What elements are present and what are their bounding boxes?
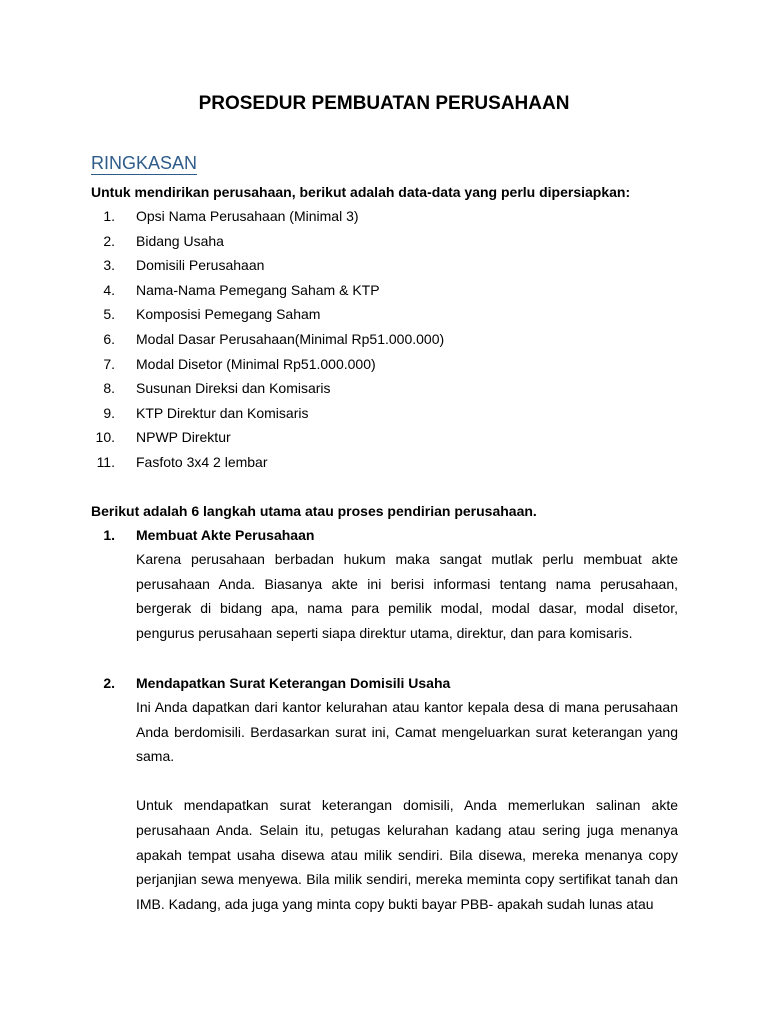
- list-item-text: Modal Dasar Perusahaan(Minimal Rp51.000.000): [136, 330, 445, 347]
- list-item-number: 9.: [103, 404, 115, 421]
- requirements-intro: Untuk mendirikan perusahaan, berikut adalah data-data yang perlu dipersiapkan:: [91, 184, 631, 200]
- list-item-number: 5.: [103, 306, 115, 323]
- step-title: Membuat Akte Perusahaan: [136, 527, 315, 543]
- list-item-text: Susunan Direksi dan Komisaris: [136, 380, 331, 397]
- step-paragraph: Untuk mendapatkan surat keterangan domisili, Anda memerlukan salinan akte perusahaan Anda. Selain itu, petugas kelurahan kadang atau sering juga menanya apakah tempat usaha disewa atau milik sendiri. Bila disewa, mereka menanya copy perjanjian sewa menyewa. Bila milik sendiri, mereka meminta copy sertifikat tanah dan IMB. Kadang, ada juga yang minta copy bukti bayar PBB- apakah sudah lunas atau: [136, 797, 678, 912]
- list-item-text: Bidang Usaha: [136, 232, 224, 249]
- list-item-number: 11.: [96, 453, 115, 470]
- step-section: [91, 523, 678, 645]
- list-item-text: KTP Direktur dan Komisaris: [136, 404, 309, 421]
- summary-heading-underline: [91, 174, 197, 175]
- list-item-number: 6.: [103, 330, 115, 347]
- list-item-text: Modal Disetor (Minimal Rp51.000.000): [136, 355, 376, 372]
- step-title: Mendapatkan Surat Keterangan Domisili Usaha: [136, 675, 451, 691]
- list-item-text: Fasfoto 3x4 2 lembar: [136, 453, 268, 470]
- list-item-text: Komposisi Pemegang Saham: [136, 306, 321, 323]
- step-paragraph: Karena perusahaan berbadan hukum maka sangat mutlak perlu membuat akte perusahaan Anda. Biasanya akte ini berisi informasi tentang nama perusahaan, bergerak di bidang apa, nama para pemilik modal, modal dasar, modal disetor, pengurus perusahaan seperti siapa direktur utama, direktur, dan para komisaris.: [136, 551, 678, 641]
- step-section: [91, 671, 678, 916]
- steps-intro: Berikut adalah 6 langkah utama atau proses pendirian perusahaan.: [91, 503, 537, 519]
- list-item-text: NPWP Direktur: [136, 429, 231, 446]
- list-item-number: 3.: [103, 257, 115, 274]
- summary-heading: RINGKASAN: [91, 153, 198, 173]
- list-item-text: Nama-Nama Pemegang Saham & KTP: [136, 281, 380, 298]
- step-number: 2.: [103, 675, 115, 691]
- list-item-number: 1.: [103, 208, 115, 224]
- list-item-number: 2.: [103, 232, 115, 249]
- document-title: PROSEDUR PEMBUATAN PERUSAHAAN: [198, 93, 570, 114]
- list-item-number: 7.: [103, 355, 115, 372]
- list-item-text: Domisili Perusahaan: [136, 257, 265, 274]
- step-heading: [91, 671, 678, 695]
- step-heading: [91, 523, 678, 547]
- list-item-number: 10.: [95, 429, 115, 446]
- list-item-number: 8.: [103, 380, 115, 397]
- list-item-text: Opsi Nama Perusahaan (Minimal 3): [136, 208, 359, 224]
- step-number: 1.: [103, 527, 115, 543]
- step-paragraph: Ini Anda dapatkan dari kantor kelurahan atau kantor kepala desa di mana perusahaan Anda berdomisili. Berdasarkan surat ini, Camat mengeluarkan surat keterangan yang sama.: [136, 699, 678, 765]
- list-item-number: 4.: [103, 281, 115, 298]
